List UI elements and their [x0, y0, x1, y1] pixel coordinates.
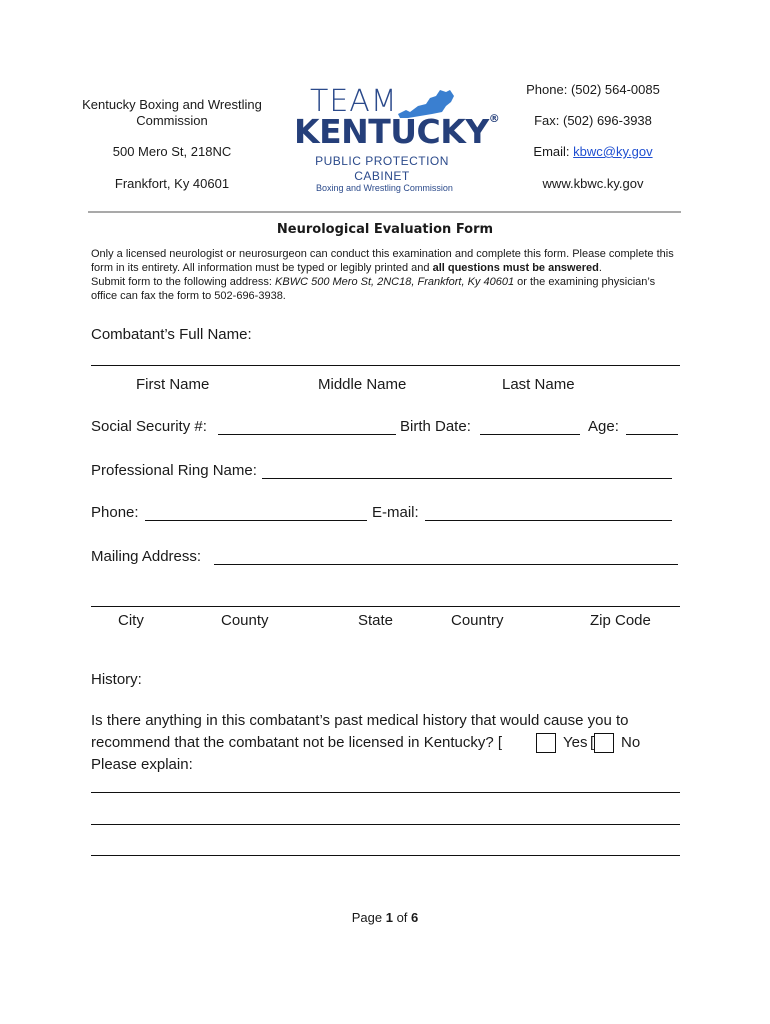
header-org-block	[72, 97, 272, 129]
age-label: Age:	[588, 418, 619, 435]
state-caption: State	[358, 612, 394, 629]
birth-date-label: Birth Date:	[400, 418, 471, 435]
contact-email-label: Email:	[533, 144, 574, 159]
explain-label: Please explain:	[91, 756, 193, 773]
last-name-caption: Last Name	[502, 376, 575, 393]
county-caption: County	[221, 612, 269, 629]
email-label: E-mail:	[372, 504, 419, 521]
email-link[interactable]: kbwc@ky.gov	[573, 144, 653, 159]
org-name-line1: Kentucky Boxing and Wrestling	[82, 97, 262, 112]
org-address-line1: 500 Mero St, 218NC	[112, 144, 232, 159]
combatant-name-label: Combatant’s Full Name:	[91, 326, 252, 343]
contact-web: www.kbwc.ky.gov	[542, 176, 644, 191]
ring-name-label: Professional Ring Name:	[91, 462, 257, 479]
contact-fax: Fax: (502) 696-3938	[534, 113, 652, 128]
ssn-label: Social Security #:	[91, 418, 207, 435]
explain-line-2[interactable]	[91, 804, 680, 825]
age-field[interactable]	[626, 416, 678, 435]
instructions-emphasis: all questions must be answered	[432, 262, 599, 274]
yes-checkbox[interactable]	[536, 733, 556, 753]
explain-line-1[interactable]	[91, 772, 680, 793]
mailing-address-line2-field[interactable]	[91, 586, 680, 607]
history-question-line1: Is there anything in this combatant’s past medical history that would cause you to	[91, 712, 629, 729]
logo-commission: Boxing and Wrestling Commission	[316, 183, 453, 193]
mailing-address-label: Mailing Address:	[91, 548, 202, 565]
logo-cabinet-line1: PUBLIC PROTECTION	[315, 154, 449, 168]
history-question-line2: recommend that the combatant not be licensed in Kentucky? [	[91, 734, 503, 751]
logo-cabinet-line2: CABINET	[354, 169, 410, 183]
logo-team-text: TEAM	[310, 84, 398, 119]
header-divider	[88, 211, 681, 213]
page-number: Page 1 of 6	[351, 910, 419, 925]
combatant-name-field[interactable]	[91, 345, 680, 366]
page-current: 1	[385, 910, 393, 925]
zip-code-caption: Zip Code	[590, 612, 651, 629]
phone-label: Phone:	[91, 504, 139, 521]
contact-phone: Phone: (502) 564-0085	[526, 82, 660, 97]
phone-field[interactable]	[145, 502, 367, 521]
birth-date-field[interactable]	[480, 416, 580, 435]
email-field[interactable]	[425, 502, 672, 521]
form-title: Neurological Evaluation Form	[276, 222, 494, 237]
page-total: 6	[411, 910, 419, 925]
history-heading: History:	[91, 671, 142, 688]
team-kentucky-logo	[292, 80, 500, 195]
mailing-address-field[interactable]	[214, 546, 678, 565]
ring-name-field[interactable]	[262, 460, 672, 479]
first-name-caption: First Name	[136, 376, 210, 393]
ssn-field[interactable]	[218, 416, 396, 435]
submit-address: KBWC 500 Mero St, 2NC18, Frankfort, Ky 40601	[275, 276, 515, 288]
logo-kentucky-text: KENTUCKY®	[294, 112, 500, 151]
registered-mark: ®	[488, 112, 500, 125]
no-bracket: [	[590, 734, 595, 751]
logo-cabinet	[312, 154, 452, 184]
org-address-line2: Frankfort, Ky 40601	[114, 176, 230, 191]
contact-email	[498, 144, 688, 159]
no-label: No	[621, 734, 641, 751]
form-instructions: Only a licensed neurologist or neurosurgeon can conduct this examination and complete this form. Please complete this form in its entirety. All information must be typed or legibly printed and all questions must be answered. Submit form to the following address: KBWC 500 Mero St, 2NC18, Frankfort, Ky 40601 or the examining physician’s office can fax the form to 502-696-3938.	[91, 248, 674, 302]
city-caption: City	[118, 612, 144, 629]
yes-label: Yes	[563, 734, 588, 751]
country-caption: Country	[451, 612, 504, 629]
middle-name-caption: Middle Name	[318, 376, 407, 393]
org-name-line2: Commission	[136, 113, 208, 128]
no-checkbox[interactable]	[594, 733, 614, 753]
explain-line-3[interactable]	[91, 835, 680, 856]
